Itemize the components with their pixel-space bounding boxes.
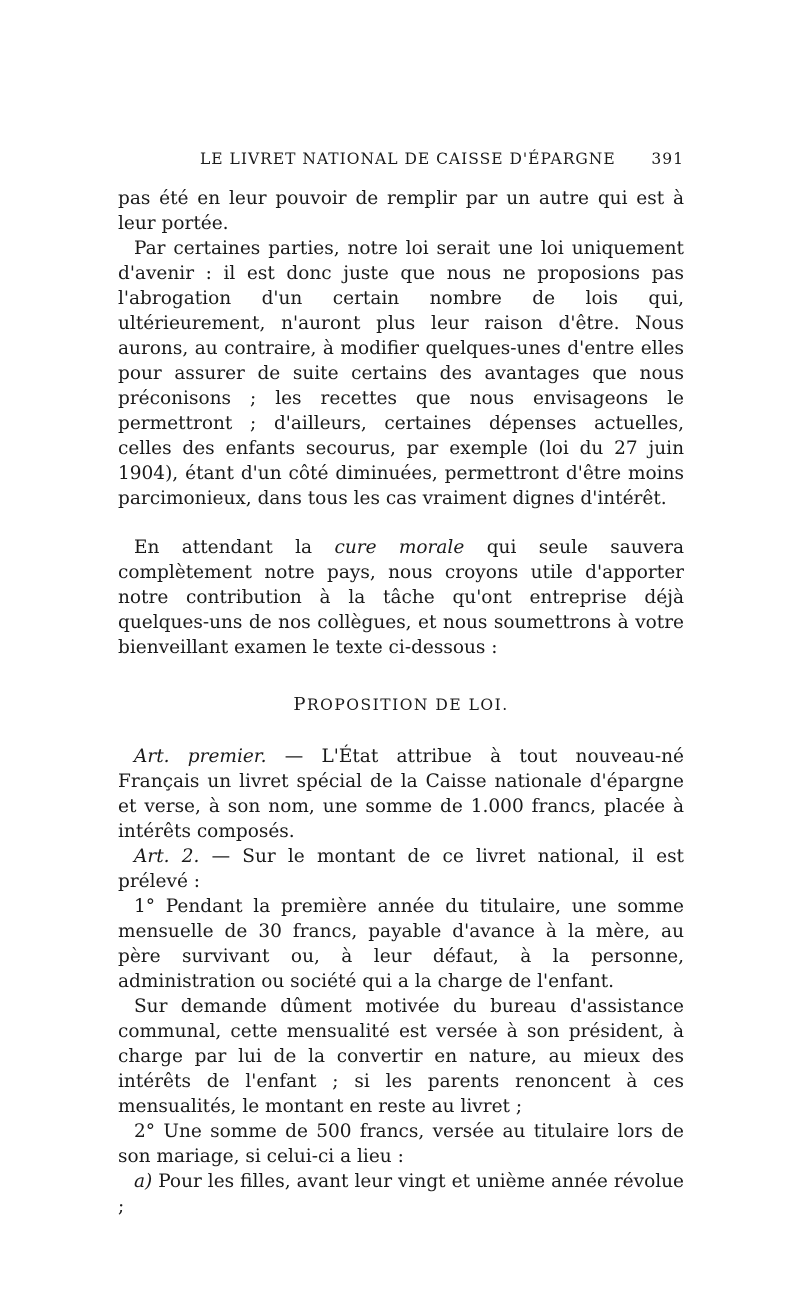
- moral-cure-text-after: qui seule sauvera complètement notre pays, nous croyons utile d'apporter notre contribution à la tâche qu'ont entreprise déjà quelques-uns de nos collègues, et nous soumettrons à votre bienveillant examen le texte ci-dessous :: [118, 537, 685, 658]
- article-1-text: — L'État attribue à tout nouveau-né Français un livret spécial de la Caisse nationale d'épargne et verse, à son nom, une somme de 1.000 francs, placée à intérêts composés.: [118, 746, 684, 842]
- article-2-text: — Sur le montant de ce livret national, il est prélevé :: [118, 846, 684, 892]
- section-heading-rest: ROPOSITION DE LOI.: [306, 696, 509, 714]
- page-number: 391: [651, 150, 684, 168]
- article-1: [118, 744, 684, 844]
- section-heading-initial: P: [293, 694, 307, 715]
- paragraph-continuation: pas été en leur pouvoir de remplir par un autre qui est à leur portée.: [118, 188, 684, 234]
- article-1-label: Art. premier.: [134, 746, 267, 767]
- item-a-label: a): [134, 1171, 153, 1192]
- article-2-item-2: 2° Une somme de 500 francs, versée au titulaire lors de son mariage, si celui-ci a lieu :: [118, 1121, 684, 1167]
- moral-cure-text-before: En attendant la: [134, 537, 313, 558]
- item-a-text: Pour les filles, avant leur vingt et unième année révolue ;: [118, 1171, 684, 1217]
- paragraph-moral-cure: [118, 535, 684, 660]
- article-2-label: Art. 2.: [134, 846, 200, 867]
- section-heading: [118, 692, 684, 718]
- moral-cure-italic: cure morale: [334, 537, 465, 558]
- running-head: [118, 150, 684, 174]
- body-text: [118, 186, 684, 1219]
- paragraph-future-law: Par certaines parties, notre loi serait une loi uniquement d'avenir : il est donc juste que nous ne proposions pas l'abrogation d'un certain nombre de lois qui, ultérieurement, n'auront plus leur raison d'être. Nous aurons, au contraire, à modifier quelques-unes d'entre elles pour assurer de suite certains des avantages que nous préconisons ; les recettes que nous envisageons le permettront ; d'ailleurs, certaines dépenses actuelles, celles des enfants secourus, par exemple (loi du 27 juin 1904), étant d'un côté diminuées, permettront d'être moins parcimonieux, dans tous les cas vraiment dignes d'intérêt.: [118, 238, 684, 509]
- article-2-item-1-continuation: Sur demande dûment motivée du bureau d'assistance communal, cette mensualité est versée à son président, à charge par lui de la convertir en nature, au mieux des intérêts de l'enfant ; si les parents renoncent à ces mensualités, le montant en reste au livret ;: [118, 996, 684, 1117]
- article-2: [118, 844, 684, 894]
- running-title: LE LIVRET NATIONAL DE CAISSE D'ÉPARGNE: [200, 150, 616, 168]
- article-2-item-1: 1° Pendant la première année du titulaire, une somme mensuelle de 30 francs, payable d'avance à la mère, au père survivant ou, à leur défaut, à la personne, administration ou société qui a la charge de l'enfant.: [118, 896, 684, 992]
- article-2-item-a: [118, 1169, 684, 1219]
